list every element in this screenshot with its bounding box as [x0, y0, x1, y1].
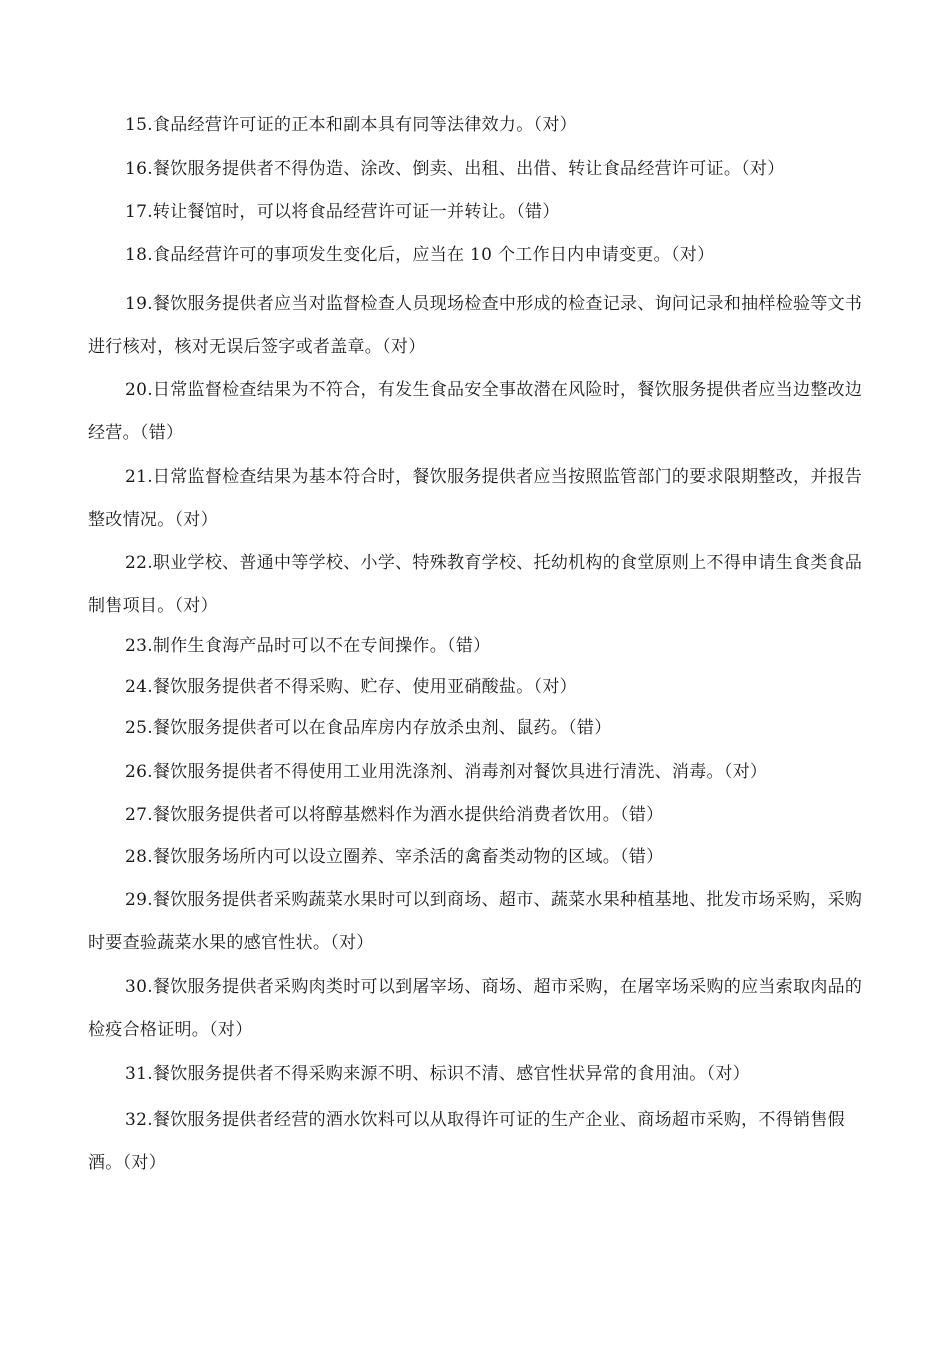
question-21: 21.日常监督检查结果为基本符合时，餐饮服务提供者应当按照监管部门的要求限期整改，并报告整改情况。（对）: [88, 467, 863, 530]
question-16: 16.餐饮服务提供者不得伪造、涂改、倒卖、出租、出借、转让食品经营许可证。（对）: [125, 159, 785, 179]
question-24: 24.餐饮服务提供者不得采购、贮存、使用亚硝酸盐。（对）: [125, 677, 577, 697]
question-26: 26.餐饮服务提供者不得使用工业用洗涤剂、消毒剂对餐饮具进行清洗、消毒。（对）: [125, 762, 768, 782]
question-19: 19.餐饮服务提供者应当对监督检查人员现场检查中形成的检查记录、询问记录和抽样检验等文书进行核对，核对无误后签字或者盖章。（对）: [88, 294, 863, 357]
question-18: 18.食品经营许可的事项发生变化后，应当在 10 个工作日内申请变更。（对）: [125, 245, 715, 265]
question-17: 17.转让餐馆时，可以将食品经营许可证一并转让。（错）: [125, 202, 560, 222]
question-30: 30.餐饮服务提供者采购肉类时可以到屠宰场、商场、超市采购，在屠宰场采购的应当索取肉品的检疫合格证明。（对）: [88, 977, 863, 1040]
question-27: 27.餐饮服务提供者可以将醇基燃料作为酒水提供给消费者饮用。（错）: [125, 805, 664, 825]
question-15: 15.食品经营许可证的正本和副本具有同等法律效力。（对）: [125, 115, 577, 135]
question-20: 20.日常监督检查结果为不符合，有发生食品安全事故潜在风险时，餐饮服务提供者应当边整改边经营。（错）: [88, 380, 863, 443]
question-32: 32.餐饮服务提供者经营的酒水饮料可以从取得许可证的生产企业、商场超市采购，不得销售假酒。（对）: [88, 1110, 845, 1173]
question-23: 23.制作生食海产品时可以不在专间操作。（错）: [125, 636, 491, 656]
question-25: 25.餐饮服务提供者可以在食品库房内存放杀虫剂、鼠药。（错）: [125, 718, 612, 738]
question-31: 31.餐饮服务提供者不得采购来源不明、标识不清、感官性状异常的食用油。（对）: [125, 1064, 750, 1084]
question-29: 29.餐饮服务提供者采购蔬菜水果时可以到商场、超市、蔬菜水果种植基地、批发市场采购，采购时要查验蔬菜水果的感官性状。（对）: [88, 890, 863, 953]
question-22: 22.职业学校、普通中等学校、小学、特殊教育学校、托幼机构的食堂原则上不得申请生食类食品制售项目。（对）: [88, 553, 863, 616]
question-28: 28.餐饮服务场所内可以设立圈养、宰杀活的禽畜类动物的区域。（错）: [125, 847, 664, 867]
